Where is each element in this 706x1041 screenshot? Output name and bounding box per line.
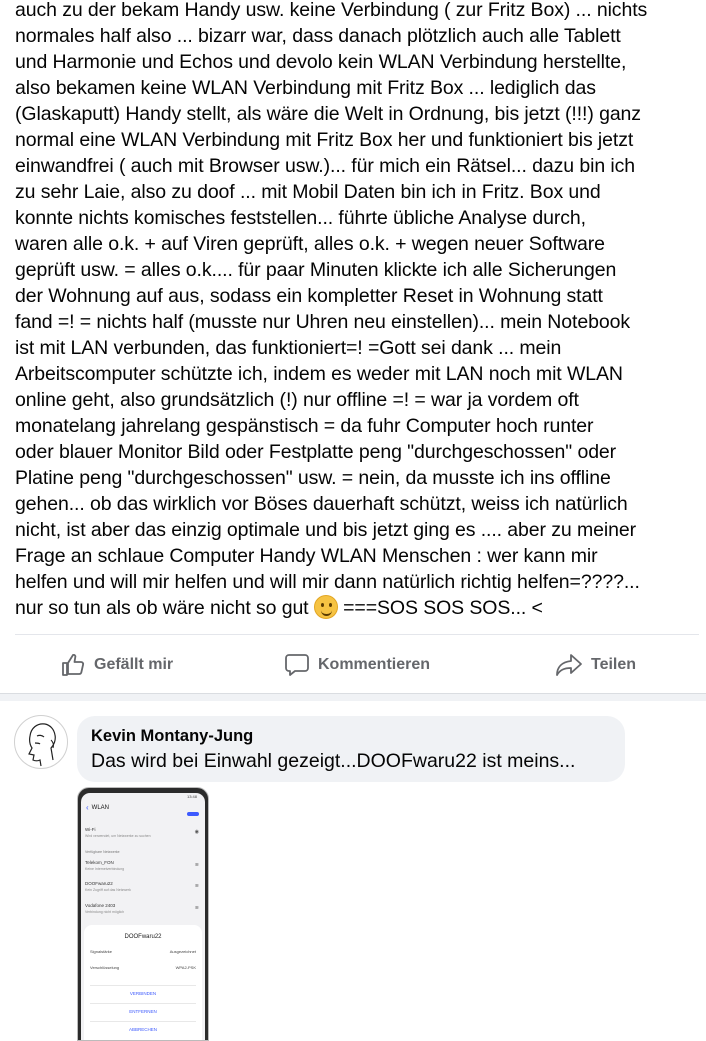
post-line: normal eine WLAN Verbindung mit Fritz Box her und funktioniert bis jetzt (15, 129, 634, 151)
back-arrow-icon: ‹ (86, 803, 89, 812)
cancel-button[interactable]: ABBRECHEN (128, 1027, 157, 1032)
network-name: Wi-Fi (85, 827, 96, 832)
dialog-row (90, 949, 196, 954)
wifi-lock-icon: ≋ (194, 905, 199, 911)
divider (15, 634, 699, 635)
like-button[interactable] (60, 645, 173, 685)
sketch-face-icon (15, 716, 68, 769)
network-name: Vodafone 2403 (85, 903, 116, 908)
post-line: ist mit LAN verbunden, das funktioniert=! =Gott sei dank ... mein (15, 337, 562, 359)
post-line: gehen... ob das wirklich vor Böses dauerhaft schützt, weiss ich natürlich (15, 493, 628, 515)
post-line: Platine peng "durchgeschossen" usw. = nein, da musste ich ins offline (15, 467, 611, 489)
network-status: Keine Internetverbindung (85, 867, 125, 871)
dialog-title: DOOFwaru22 (124, 934, 162, 940)
thumbs-up-icon (60, 652, 86, 678)
comment-button[interactable] (284, 645, 430, 685)
share-arrow-icon (555, 652, 583, 678)
post-line: fand =! = nichts half (musste nur Uhren neu einstellen)... mein Notebook (15, 311, 630, 333)
share-label: Teilen (591, 656, 637, 673)
network-name: DOOFwaru22 (85, 881, 113, 886)
dialog-row-value: Ausgezeichnet (169, 949, 196, 954)
post-line: waren alle o.k. + auf Viren geprüft, alles o.k. + wegen neuer Software (15, 233, 605, 255)
comment-bubble (77, 716, 625, 782)
post-line: nicht, ist aber das einzig optimale und bis jetzt ging es .... aber zu meiner (15, 519, 636, 541)
post-line: auch zu der bekam Handy usw. keine Verbindung ( zur Fritz Box) ... nichts (15, 0, 648, 21)
comment-label: Kommentieren (318, 656, 431, 673)
post-line: normales half also ... bizarr war, dass danach plötzlich auch alle Tablett (15, 25, 621, 47)
dialog-divider (90, 985, 196, 986)
comment-attachment-screenshot[interactable] (77, 787, 209, 1041)
post-line: einwandfrei ( auch mit Browser usw.)... für mich ein Rätsel... dazu bin ich (15, 155, 636, 177)
wlan-header (86, 805, 109, 811)
network-status: Kein Zugriff auf das Netzwerk (85, 888, 131, 892)
post-line-last (15, 595, 705, 621)
phone-screen (81, 793, 205, 1040)
post-line-last-end: ===SOS SOS SOS... < (337, 597, 543, 619)
dialog-row (90, 965, 196, 970)
network-dialog (84, 925, 202, 1040)
wifi-icon: ≋ (194, 862, 199, 868)
post-line: zu sehr Laie, also zu doof ... mit Mobil Daten bin ich in Fritz. Box und (15, 181, 601, 203)
header-accent (187, 812, 199, 816)
network-row (85, 860, 201, 872)
toggle-icon: ◉ (194, 829, 199, 835)
smiley-emoji-icon (314, 595, 338, 619)
post-line: und Harmonie und Echos und devolo kein WLAN Verbindung herstellte, (15, 51, 627, 73)
network-status: Verbindung nicht möglich (85, 910, 125, 914)
post-line: also bekamen keine WLAN Verbindung mit Fritz Box ... lediglich das (15, 77, 596, 99)
dialog-row-label: Verschlüsselung (90, 965, 120, 970)
post-line: konnte nichts komisches feststellen... führte übliche Analyse durch, (15, 207, 586, 229)
network-name: Telekom_FON (85, 860, 114, 865)
dialog-divider (90, 1021, 196, 1022)
network-status: Wird verwendet, um Netzwerke zu suchen (85, 834, 151, 838)
post-line: oder blauer Monitor Bild oder Festplatte peng "durchgeschossen" oder (15, 441, 617, 463)
like-label: Gefällt mir (94, 656, 174, 673)
wifi-lock-icon: ≋ (194, 883, 199, 889)
post-line: Frage an schlaue Computer Handy WLAN Menschen : wer kann mir (15, 545, 598, 567)
comment-author[interactable]: Kevin Montany-Jung (91, 727, 254, 745)
connect-button[interactable]: VERBINDEN (129, 991, 157, 996)
network-row (85, 881, 201, 893)
avatar[interactable] (14, 715, 68, 769)
forget-button[interactable]: ENTFERNEN (129, 1009, 157, 1014)
speech-bubble-icon (284, 652, 310, 678)
post-body (15, 0, 705, 621)
dialog-row-label: Signalstärke (90, 949, 113, 954)
post-line: der Wohnung auf aus, sodass ein kompletter Reset in Wohnung statt (15, 285, 603, 307)
dialog-row-value: WPA2-PSK (175, 965, 196, 970)
section-separator (0, 693, 706, 701)
post-line: monatelang jahrelang gespänstisch = da fuhr Computer hoch runter (15, 415, 594, 437)
post-line: helfen und will mir helfen und will mir dann natürlich richtig helfen=????... (15, 571, 640, 593)
phone-status-bar: 13:48 (186, 794, 197, 799)
post-line: (Glaskaputt) Handy stellt, als wäre die Welt in Ordnung, bis jetzt (!!!) ganz (15, 103, 641, 125)
post-line: geprüft usw. = alles o.k.... für paar Minuten klickte ich alle Sicherungen (15, 259, 617, 281)
post-line-last-start: nur so tun als ob wäre nicht so gut (15, 597, 314, 619)
section-label: Verfügbare Netzwerke (85, 850, 120, 854)
post-line: Arbeitscomputer schützte ich, indem es weder mit LAN noch mit WLAN (15, 363, 623, 385)
comment-text: Das wird bei Einwahl gezeigt...DOOFwaru22 ist meins... (91, 750, 576, 772)
network-row (85, 903, 201, 915)
dialog-divider (90, 1003, 196, 1004)
share-button[interactable] (555, 645, 636, 685)
post-line: online geht, also grundsätzlich (!) nur offline =! = war ja vordem oft (15, 389, 579, 411)
post-actions-bar (0, 645, 706, 685)
network-row (85, 827, 201, 839)
wlan-title: WLAN (91, 805, 110, 811)
